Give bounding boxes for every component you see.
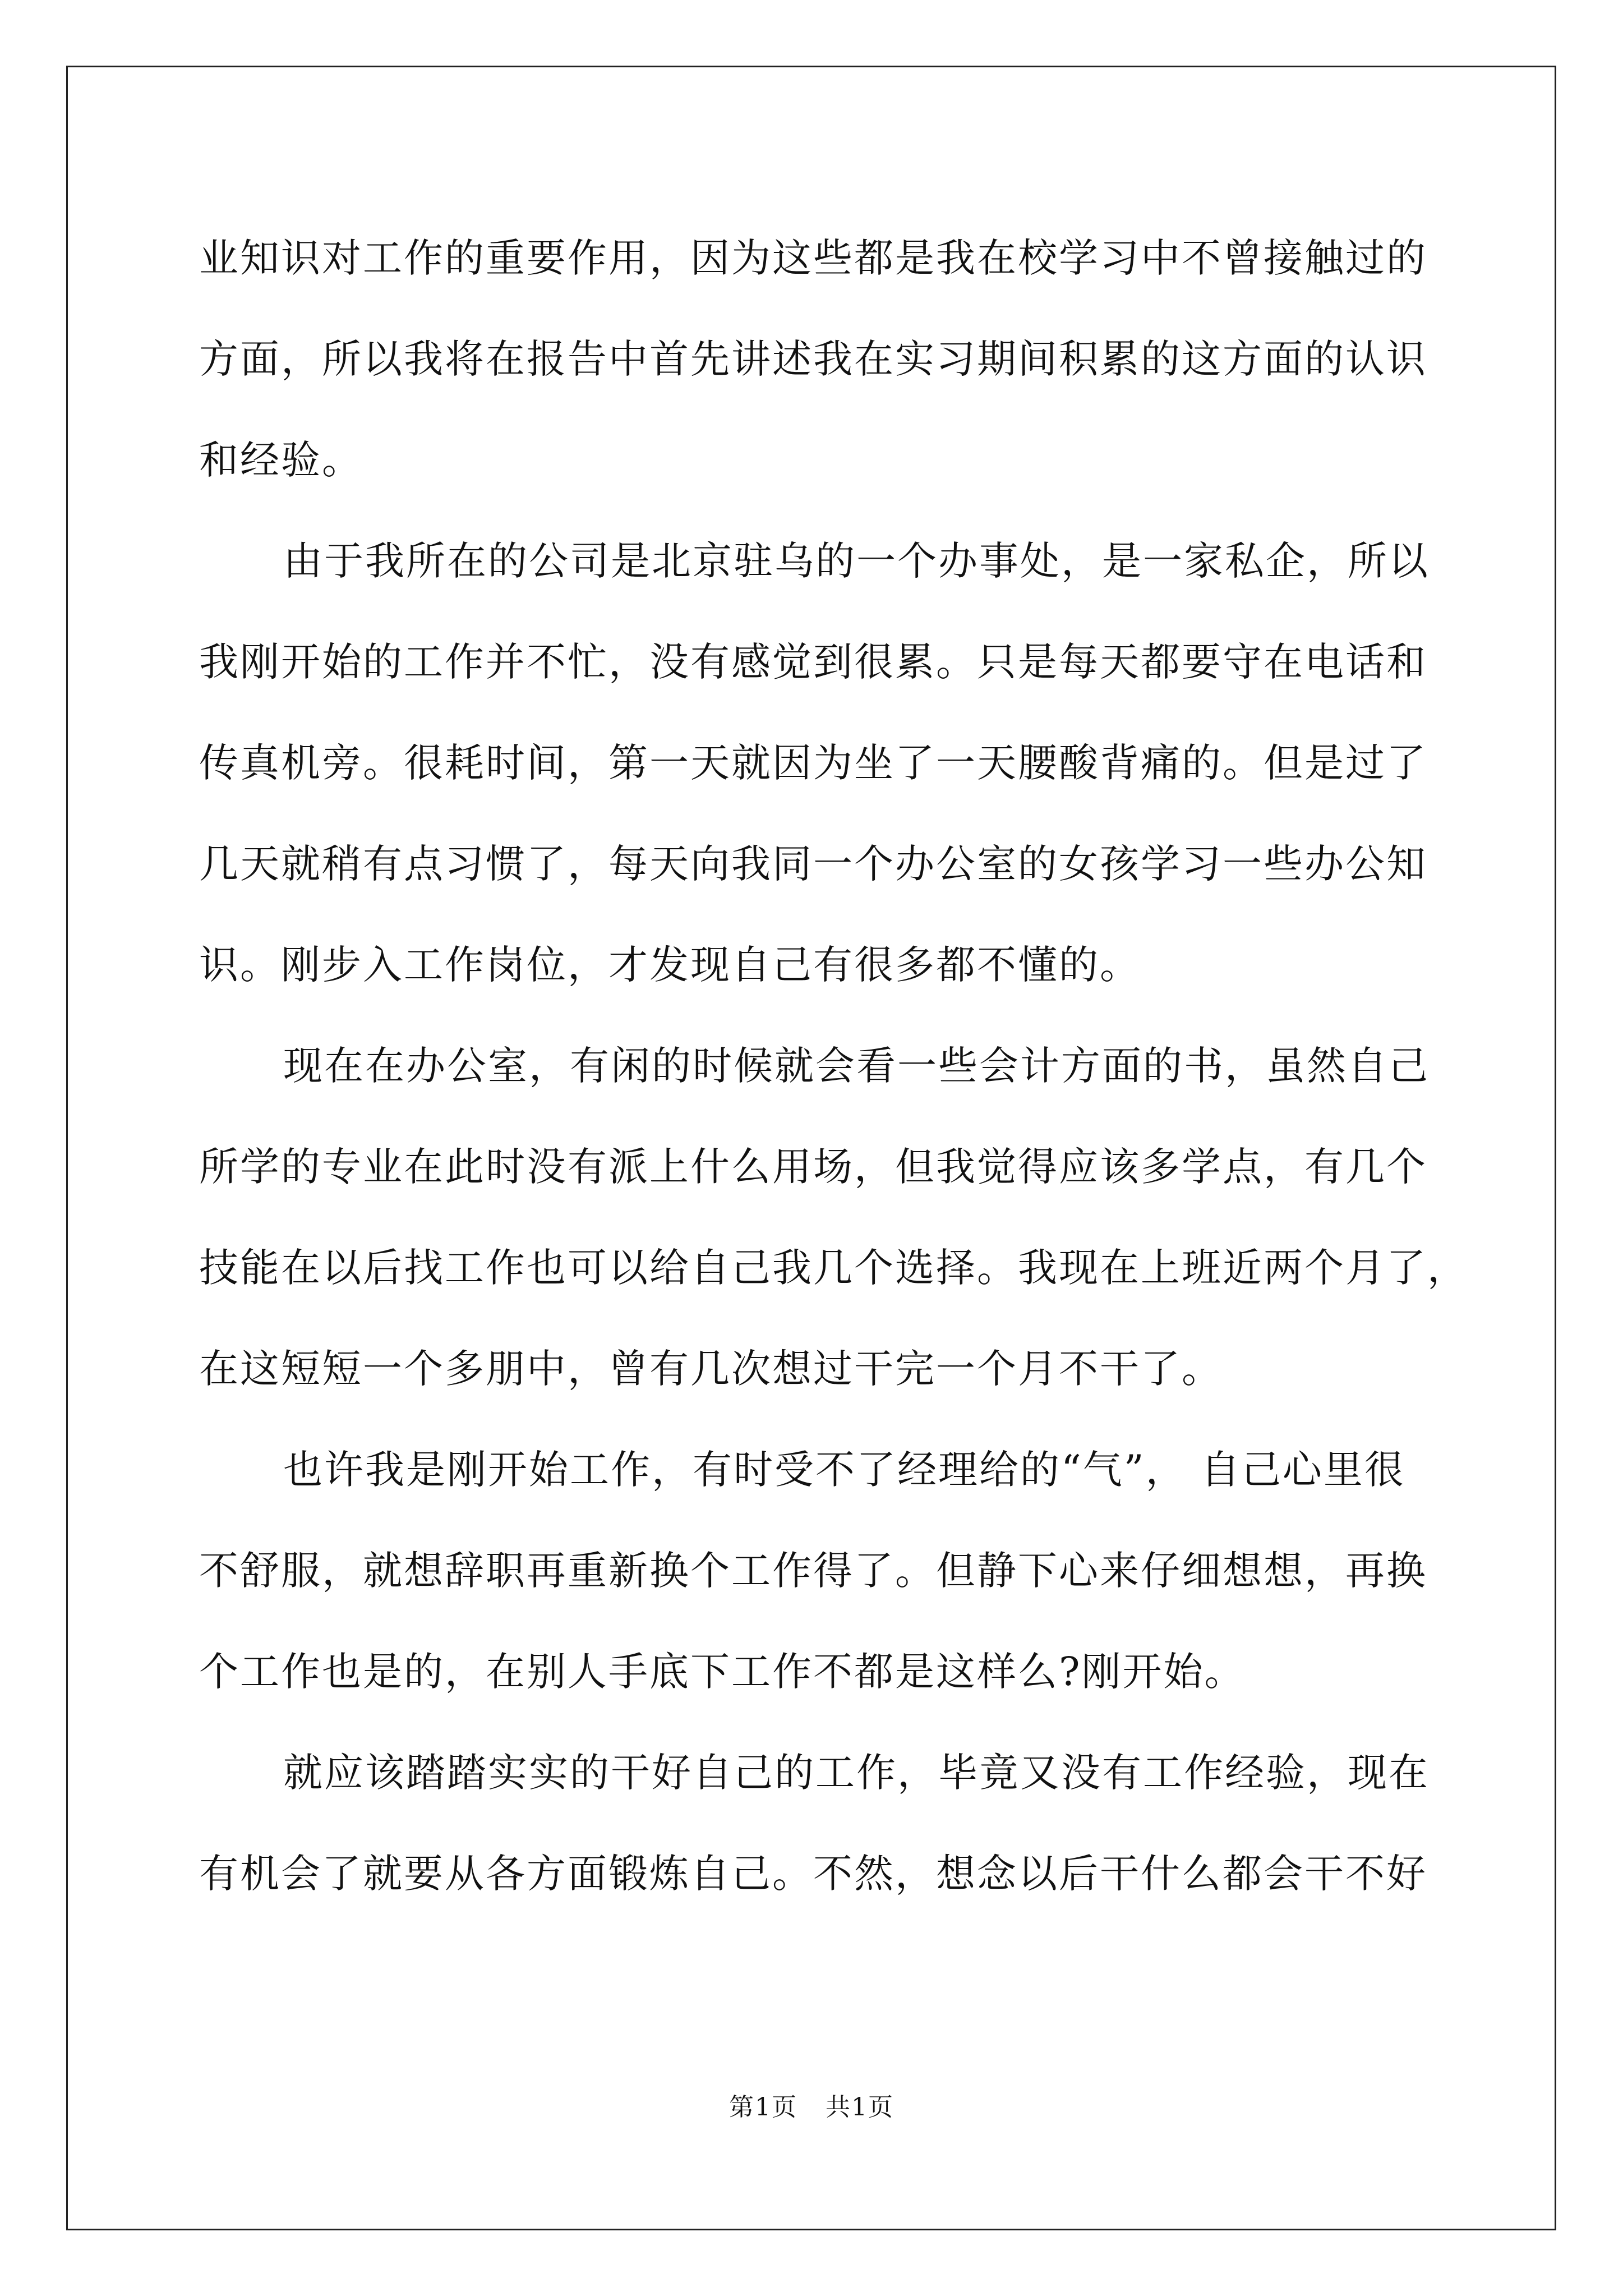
text-line: 我刚开始的工作并不忙，没有感觉到很累。只是每天都要守在电话和 — [199, 639, 1427, 685]
text-line: 由于我所在的公司是北京驻乌的一个办事处，是一家私企，所以 — [283, 538, 1430, 584]
page-number: 第1页 — [729, 2093, 797, 2122]
text-line: 几天就稍有点习惯了，每天向我同一个办公室的女孩学习一些办公知 — [199, 841, 1427, 887]
page-total: 共1页 — [826, 2093, 894, 2122]
text-line: 不舒服，就想辞职再重新换个工作得了。但静下心来仔细想想，再换 — [199, 1548, 1427, 1594]
text-line: 传真机旁。很耗时间，第一天就因为坐了一天腰酸背痛的。但是过了 — [199, 740, 1427, 786]
document-body — [199, 208, 1468, 1924]
text-line: 现在在办公室，有闲的时候就会看一些会计方面的书，虽然自己 — [283, 1043, 1430, 1089]
text-line: 业知识对工作的重要作用，因为这些都是我在校学习中不曾接触过的 — [199, 235, 1427, 281]
text-line: 方面，所以我将在报告中首先讲述我在实习期间积累的这方面的认识 — [199, 336, 1427, 382]
page-footer — [0, 2091, 1623, 2124]
text-line: 也许我是刚开始工作，有时受不了经理给的“气”， 自己心里很 — [283, 1447, 1405, 1493]
text-line: 有机会了就要从各方面锻炼自己。不然，想念以后干什么都会干不好 — [199, 1851, 1427, 1897]
text-line: 个工作也是的，在别人手底下工作不都是这样么?刚开始。 — [199, 1649, 1246, 1695]
text-line: 技能在以后找工作也可以给自己我几个选择。我现在上班近两个月了， — [199, 1245, 1468, 1291]
text-line: 和经验。 — [199, 437, 363, 483]
text-line: 识。刚步入工作岗位，才发现自己有很多都不懂的。 — [199, 942, 1141, 988]
text-line: 所学的专业在此时没有派上什么用场，但我觉得应该多学点，有几个 — [199, 1144, 1427, 1190]
text-line: 就应该踏踏实实的干好自己的工作，毕竟又没有工作经验，现在 — [283, 1750, 1430, 1796]
text-line: 在这短短一个多朋中，曾有几次想过干完一个月不干了。 — [199, 1346, 1223, 1392]
